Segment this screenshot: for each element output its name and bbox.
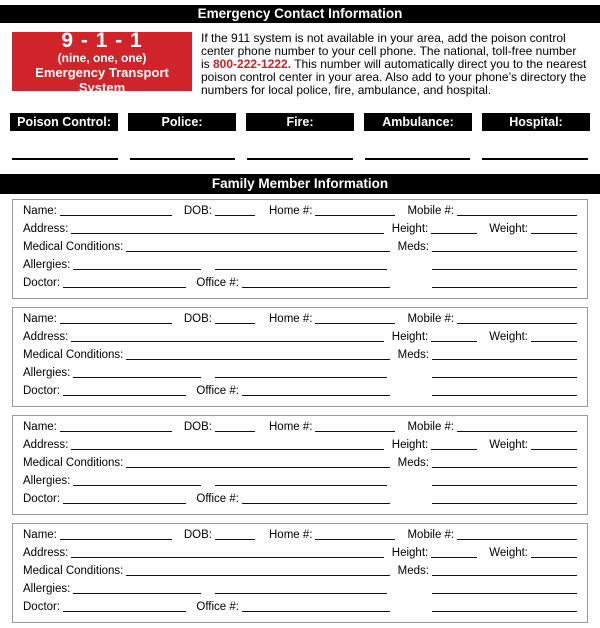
address-field-line[interactable] (71, 557, 383, 558)
doctor-field-line[interactable] (63, 503, 186, 504)
doctor-label: Doctor: (23, 601, 61, 613)
member-row-doctor (23, 385, 577, 403)
address-label: Address: (23, 223, 69, 235)
mobile-phone-label: Mobile #: (407, 313, 455, 325)
name-field-line[interactable] (60, 539, 172, 540)
medical-conditions-label: Medical Conditions: (23, 349, 124, 361)
meds-label: Meds: (397, 349, 429, 361)
height-label: Height: (391, 331, 429, 343)
dob-field-line[interactable] (215, 431, 255, 432)
doctor-field-line[interactable] (63, 611, 186, 612)
allergies-label: Allergies: (23, 583, 71, 595)
member-row-name (23, 421, 577, 439)
height-field-line[interactable] (431, 557, 477, 558)
member-row-address (23, 439, 577, 457)
mobile-phone-label: Mobile #: (407, 529, 455, 541)
medical-conditions-label: Medical Conditions: (23, 565, 124, 577)
mobile-phone-field-line[interactable] (457, 539, 577, 540)
911-callout (12, 28, 192, 95)
home-phone-field-line[interactable] (315, 215, 395, 216)
member-row-allergies (23, 475, 577, 493)
meds-label: Meds: (397, 241, 429, 253)
address-field-line[interactable] (71, 449, 383, 450)
office-phone-label: Office #: (196, 385, 239, 397)
weight-label: Weight: (489, 223, 528, 235)
medical-conditions-field-line[interactable] (126, 467, 389, 468)
meds-continuation-line-2[interactable] (432, 611, 577, 612)
weight-label: Weight: (489, 331, 528, 343)
home-phone-field-line[interactable] (315, 539, 395, 540)
office-phone-label: Office #: (196, 277, 239, 289)
contact-label-fire: Fire: (246, 113, 354, 131)
member-row-name (23, 205, 577, 223)
home-phone-field-line[interactable] (315, 323, 395, 324)
name-field-line[interactable] (60, 215, 172, 216)
height-field-line[interactable] (431, 449, 477, 450)
medical-conditions-field-line[interactable] (126, 575, 389, 576)
member-row-medical (23, 565, 577, 583)
weight-label: Weight: (489, 439, 528, 451)
address-label: Address: (23, 547, 69, 559)
medical-conditions-label: Medical Conditions: (23, 241, 124, 253)
address-field-line[interactable] (71, 341, 383, 342)
dob-field-line[interactable] (215, 539, 255, 540)
weight-field-line[interactable] (531, 557, 577, 558)
mobile-phone-field-line[interactable] (457, 323, 577, 324)
allergies-field-line[interactable] (73, 593, 201, 594)
address-label: Address: (23, 331, 69, 343)
medical-conditions-field-line[interactable] (126, 359, 389, 360)
member-row-medical (23, 349, 577, 367)
height-label: Height: (391, 439, 429, 451)
height-label: Height: (391, 547, 429, 559)
office-phone-label: Office #: (196, 493, 239, 505)
member-row-doctor (23, 601, 577, 619)
height-field-line[interactable] (431, 233, 477, 234)
member-row-doctor (23, 277, 577, 295)
meds-label: Meds: (397, 565, 429, 577)
family-member-block (12, 415, 588, 515)
allergies-field-line[interactable] (73, 269, 201, 270)
meds-continuation-line-1[interactable] (432, 377, 577, 378)
dob-field-line[interactable] (215, 215, 255, 216)
height-field-line[interactable] (431, 341, 477, 342)
name-label: Name: (23, 529, 57, 541)
home-phone-field-line[interactable] (315, 431, 395, 432)
911-pronunciation: (nine, one, one) (57, 50, 147, 65)
ambulance-write-line[interactable] (365, 158, 471, 160)
family-members-list (12, 199, 588, 623)
mobile-phone-field-line[interactable] (457, 431, 577, 432)
contact-label-bars (10, 113, 590, 131)
family-member-block (12, 523, 588, 623)
contact-label-poison-control: Poison Control: (10, 113, 118, 131)
police-write-line[interactable] (130, 158, 236, 160)
member-row-doctor (23, 493, 577, 511)
dob-label: DOB: (183, 205, 212, 217)
allergies-label: Allergies: (23, 367, 71, 379)
member-row-medical (23, 241, 577, 259)
office-phone-field-line[interactable] (242, 287, 390, 288)
meds-continuation-line-2[interactable] (432, 503, 577, 504)
medical-conditions-label: Medical Conditions: (23, 457, 124, 469)
doctor-field-line[interactable] (63, 395, 186, 396)
allergies-continuation-line[interactable] (215, 485, 387, 486)
member-row-address (23, 547, 577, 565)
doctor-label: Doctor: (23, 277, 61, 289)
allergies-field-line[interactable] (73, 485, 201, 486)
doctor-label: Doctor: (23, 385, 61, 397)
mobile-phone-field-line[interactable] (457, 215, 577, 216)
member-row-address (23, 331, 577, 349)
meds-continuation-line-1[interactable] (432, 485, 577, 486)
instructions-after-phone: This number will automatically direct you to the nearest poison control center in your area. Also add to your phone’s directory the numbers for local police, fire, ambulance, and hospital. (201, 57, 587, 97)
911-caption: Emergency Transport System (35, 64, 169, 95)
home-phone-label: Home #: (269, 205, 313, 217)
contact-label-ambulance: Ambulance: (364, 113, 472, 131)
weight-field-line[interactable] (531, 449, 577, 450)
hospital-write-line[interactable] (482, 158, 588, 160)
home-phone-label: Home #: (269, 529, 313, 541)
emergency-contact-header: Emergency Contact Information (0, 5, 600, 23)
office-phone-field-line[interactable] (242, 503, 390, 504)
top-section (12, 28, 588, 97)
meds-field-line[interactable] (432, 575, 577, 576)
meds-field-line[interactable] (432, 467, 577, 468)
family-member-block (12, 307, 588, 407)
doctor-field-line[interactable] (63, 287, 186, 288)
address-field-line[interactable] (71, 233, 383, 234)
weight-field-line[interactable] (531, 341, 577, 342)
dob-label: DOB: (183, 421, 212, 433)
instructions-before-phone: If the 911 system is not available in your area, add the poison control center phone number to your cell phone. The national, toll-free number is (201, 31, 577, 71)
family-member-header: Family Member Information (0, 174, 600, 194)
office-phone-label: Office #: (196, 601, 239, 613)
dob-label: DOB: (183, 529, 212, 541)
meds-field-line[interactable] (432, 359, 577, 360)
allergies-continuation-line[interactable] (215, 377, 387, 378)
home-phone-label: Home #: (269, 313, 313, 325)
address-label: Address: (23, 439, 69, 451)
allergies-label: Allergies: (23, 259, 71, 271)
office-phone-field-line[interactable] (242, 611, 390, 612)
name-label: Name: (23, 205, 57, 217)
poison-control-write-line[interactable] (12, 158, 118, 160)
dob-label: DOB: (183, 313, 212, 325)
weight-label: Weight: (489, 547, 528, 559)
weight-field-line[interactable] (531, 233, 577, 234)
fire-write-line[interactable] (247, 158, 353, 160)
meds-continuation-line-2[interactable] (432, 395, 577, 396)
member-row-allergies (23, 367, 577, 385)
name-label: Name: (23, 421, 57, 433)
meds-continuation-line-2[interactable] (432, 287, 577, 288)
name-label: Name: (23, 313, 57, 325)
meds-continuation-line-1[interactable] (432, 593, 577, 594)
mobile-phone-label: Mobile #: (407, 421, 455, 433)
contact-label-hospital: Hospital: (482, 113, 590, 131)
home-phone-label: Home #: (269, 421, 313, 433)
meds-label: Meds: (397, 457, 429, 469)
name-field-line[interactable] (60, 431, 172, 432)
doctor-label: Doctor: (23, 493, 61, 505)
name-field-line[interactable] (60, 323, 172, 324)
member-row-allergies (23, 583, 577, 601)
member-row-medical (23, 457, 577, 475)
contact-label-police: Police: (128, 113, 236, 131)
mobile-phone-label: Mobile #: (407, 205, 455, 217)
member-row-allergies (23, 259, 577, 277)
medical-conditions-field-line[interactable] (126, 251, 389, 252)
911-number: 9 - 1 - 1 (61, 28, 143, 52)
dob-field-line[interactable] (215, 323, 255, 324)
allergies-field-line[interactable] (73, 377, 201, 378)
meds-continuation-line-1[interactable] (432, 269, 577, 270)
member-row-name (23, 313, 577, 331)
member-row-name (23, 529, 577, 547)
allergies-continuation-line[interactable] (215, 593, 387, 594)
instructions-text (201, 32, 588, 97)
meds-field-line[interactable] (432, 251, 577, 252)
allergies-label: Allergies: (23, 475, 71, 487)
office-phone-field-line[interactable] (242, 395, 390, 396)
allergies-continuation-line[interactable] (215, 269, 387, 270)
member-row-address (23, 223, 577, 241)
family-member-block (12, 199, 588, 299)
contact-write-lines (12, 158, 588, 160)
height-label: Height: (391, 223, 429, 235)
poison-control-phone-number: 800-222-1222. (213, 57, 292, 71)
